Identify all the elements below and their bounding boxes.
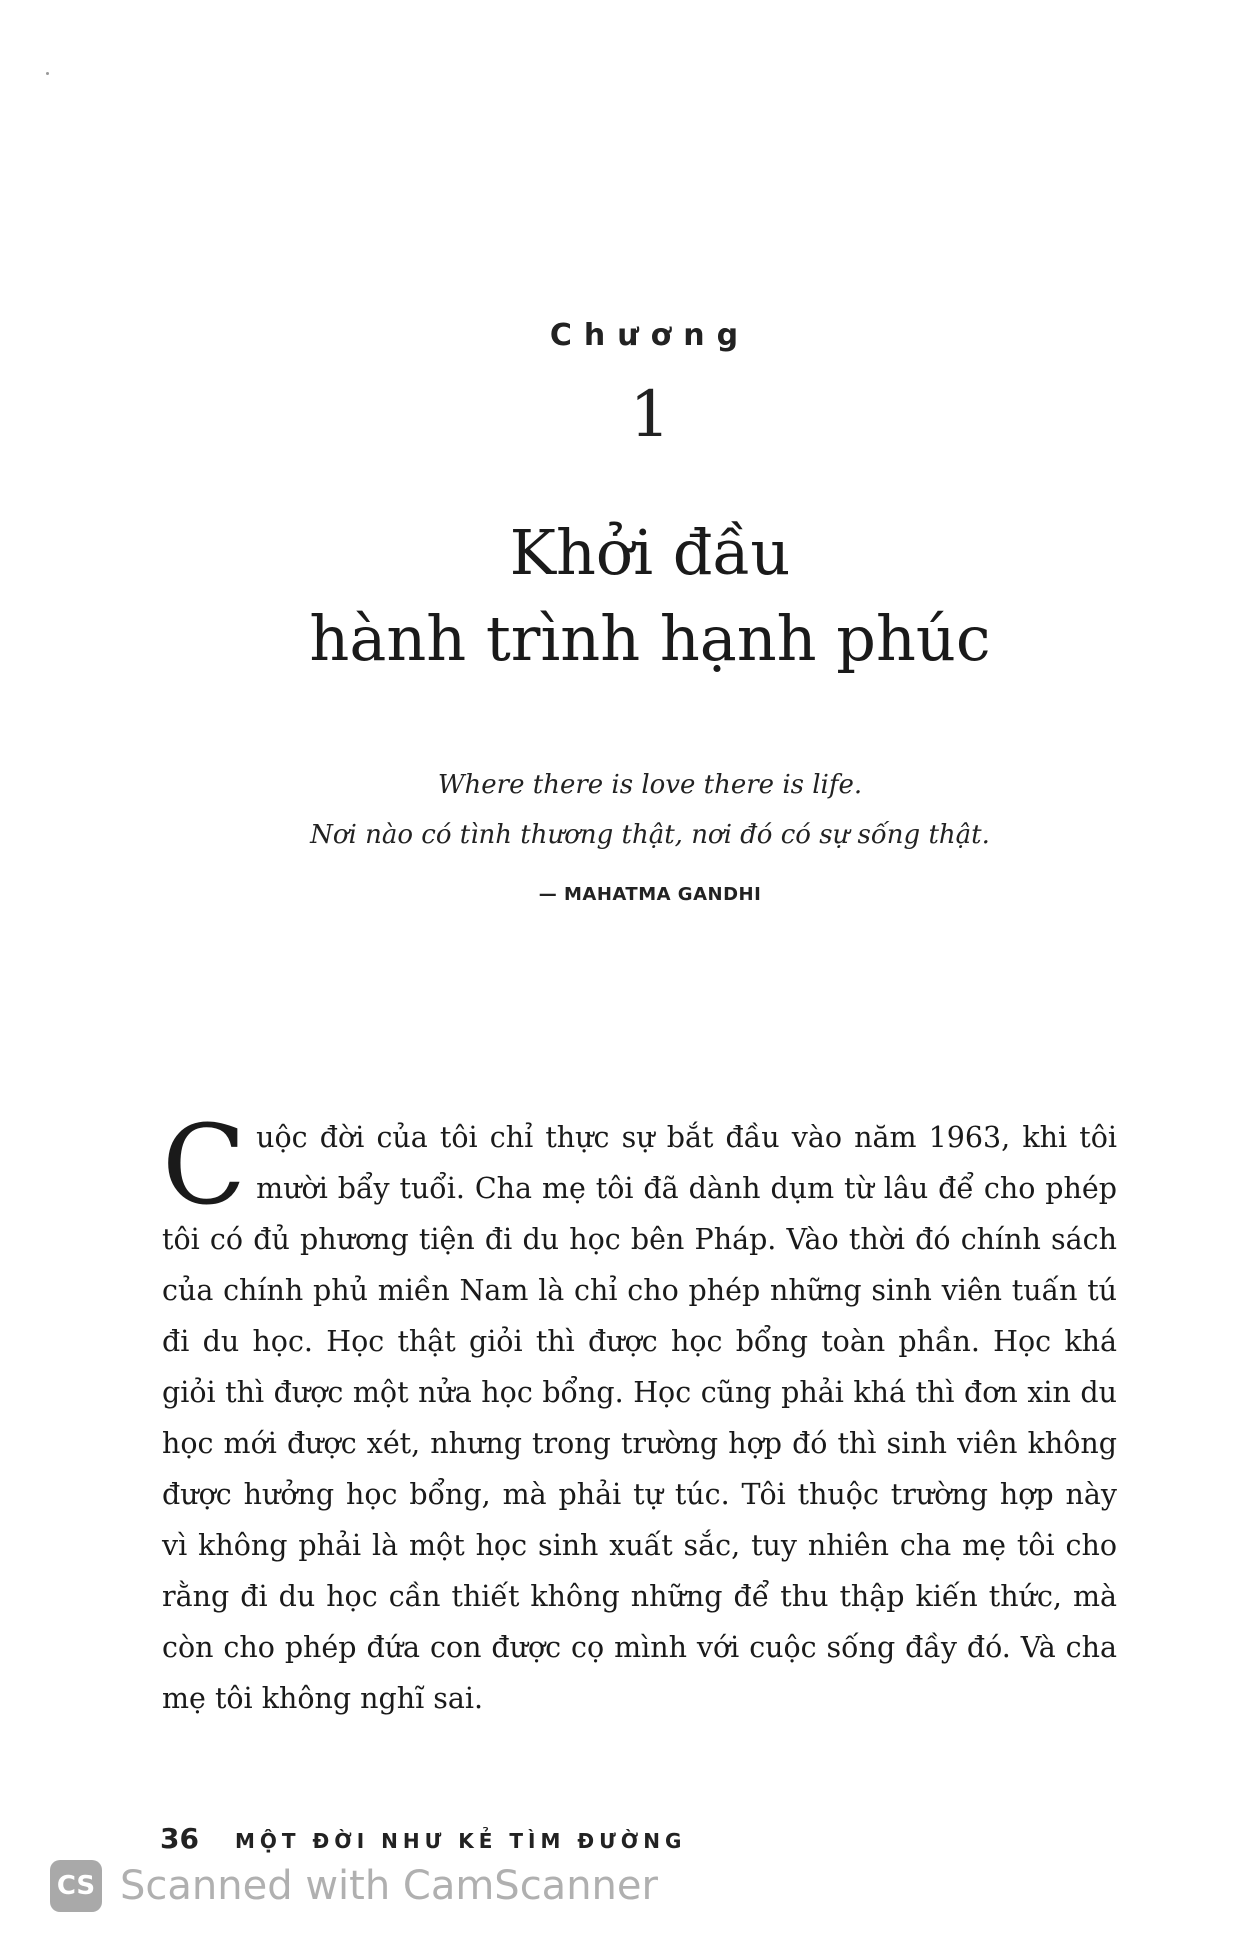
scan-speck	[46, 72, 49, 75]
page-number: 36	[160, 1822, 199, 1855]
chapter-title	[0, 510, 1248, 682]
chapter-number: 1	[629, 378, 671, 452]
epigraph	[0, 760, 1248, 860]
epigraph-line-english: Where there is love there is life.	[437, 770, 863, 800]
body-text: uộc đời của tôi chỉ thực sự bắt đầu vào năm 1963, khi tôi mười bẩy tuổi. Cha mẹ tôi đã dành dụm từ lâu để cho phép tôi có đủ phương tiện đi du học bên Pháp. Vào thời đó chính sách của chính phủ miền Nam là chỉ cho phép những sinh viên tuấn tú đi du học. Học thật giỏi thì được học bổng toàn phần. Học khá giỏi thì được một nửa học bổng. Học cũng phải khá thì đơn xin du học mới được xét, nhưng trong trường hợp đó thì sinh viên không được hưởng học bổng, mà phải tự túc. Tôi thuộc trường hợp này vì không phải là một học sinh xuất sắc, tuy nhiên cha mẹ tôi cho rằng đi du học cần thiết không những để thu thập kiến thức, mà còn cho phép đứa con được cọ mình với cuộc sống đầy đó. Và cha mẹ tôi không nghĩ sai.	[162, 1121, 1117, 1715]
chapter-title-line-2: hành trình hạnh phúc	[309, 602, 991, 675]
chapter-title-line-1: Khởi đầu	[509, 516, 791, 589]
camscanner-logo-icon: CS	[50, 1860, 102, 1912]
epigraph-line-vietnamese: Nơi nào có tình thương thật, nơi đó có sự sống thật.	[310, 820, 990, 850]
page-footer	[160, 1822, 686, 1855]
drop-cap: C	[162, 1101, 247, 1229]
body-paragraph	[162, 1101, 1117, 1724]
epigraph-attribution: — MAHATMA GANDHI	[538, 884, 762, 905]
camscanner-watermark	[50, 1860, 658, 1912]
chapter-label: Chương	[549, 318, 751, 353]
running-book-title: MỘT ĐỜI NHƯ KẺ TÌM ĐƯỜNG	[234, 1829, 687, 1853]
watermark-text: Scanned with CamScanner	[120, 1863, 658, 1909]
